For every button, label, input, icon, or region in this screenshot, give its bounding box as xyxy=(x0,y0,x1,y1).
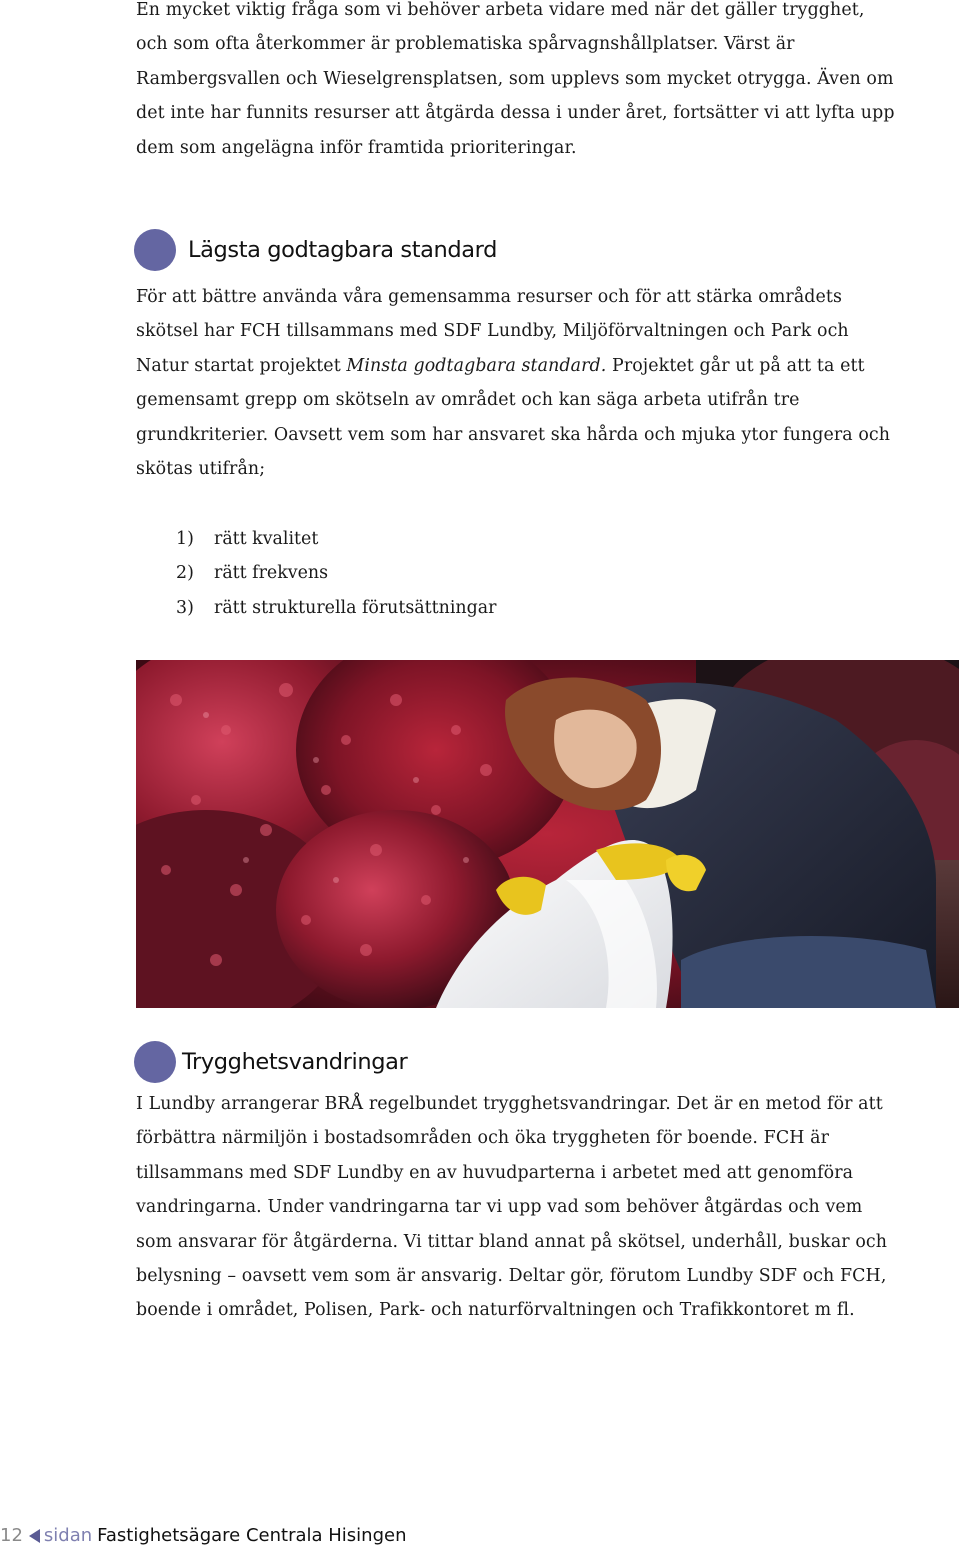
list-item xyxy=(176,522,496,556)
section-bullet-icon xyxy=(134,229,176,271)
list-number: 3) xyxy=(176,597,194,618)
intro-paragraph: En mycket viktig fråga som vi behöver arbeta vidare med när det gäller trygghet, och som ofta återkommer är problematiska spårvagnshållplatser. Värst är Rambergsvallen och Wieselgrensplatsen, som upplevs som mycket otrygga. Även om det inte har funnits resurser att åtgärda dessa i under året, fortsätter vi att lyfta upp dem som angelägna inför framtida prioriteringar. xyxy=(136,0,895,158)
publication-name: Fastighetsägare Centrala Hisingen xyxy=(97,1525,407,1546)
list-number: 1) xyxy=(176,529,194,549)
page-number: 12 xyxy=(0,1525,23,1546)
section-title: Trygghetsvandringar xyxy=(182,1049,408,1075)
paragraph-text: Projektet går ut på att ta ett gemensamt grepp om skötseln av området och kan säga arbeta utifrån tre grundkriterier. Oavsett vem som har ansvaret ska hårda och mjuka ytor fungera och skötas utifrån; xyxy=(136,355,891,480)
project-name: Minsta godtagbara standard. xyxy=(346,355,607,376)
list-number: 2) xyxy=(176,563,194,584)
section-heading-trygghet xyxy=(134,1041,407,1083)
triangle-left-icon xyxy=(29,1529,40,1543)
standard-paragraph xyxy=(136,280,896,486)
paragraph-text: För att bättre använda våra gemensamma resurser och för att stärka områdets skötsel har FCH tillsammans med SDF Lundby, Miljöförvaltningen och Park och Natur startat projektet xyxy=(136,287,849,376)
list-text: rätt frekvens xyxy=(214,563,329,584)
list-text: rätt kvalitet xyxy=(214,529,319,549)
trygghet-paragraph: I Lundby arrangerar BRÅ regelbundet trygghetsvandringar. Det är en metod för att förbättra närmiljön i bostadsområden och öka tryggheten för boende. FCH är tillsammans med SDF Lundby en av huvudparterna i arbetet med att genomföra vandringarna. Under vandringarna tar vi upp vad som behöver åtgärdas och vem som ansvarar för åtgärderna. Vi tittar bland annat på skötsel, underhåll, buskar och belysning – oavsett vem som är ansvarig. Deltar gör, förutom Lundby SDF och FCH, boende i området, Polisen, Park- och naturförvaltningen och Trafikkontoret m fl. xyxy=(136,1094,888,1321)
list-item xyxy=(176,591,496,625)
section-bullet-icon xyxy=(134,1041,176,1083)
list-item xyxy=(176,556,496,590)
photo-woman-picking-litter xyxy=(136,660,959,1008)
list-text: rätt strukturella förutsättningar xyxy=(214,597,497,618)
footer-sidan: sidan xyxy=(43,1525,93,1546)
photo-illustration xyxy=(136,660,959,1008)
section-heading-standard xyxy=(134,229,497,271)
section-title: Lägsta godtagbara standard xyxy=(188,237,497,263)
page-footer xyxy=(0,1525,406,1546)
criteria-list xyxy=(176,522,496,625)
